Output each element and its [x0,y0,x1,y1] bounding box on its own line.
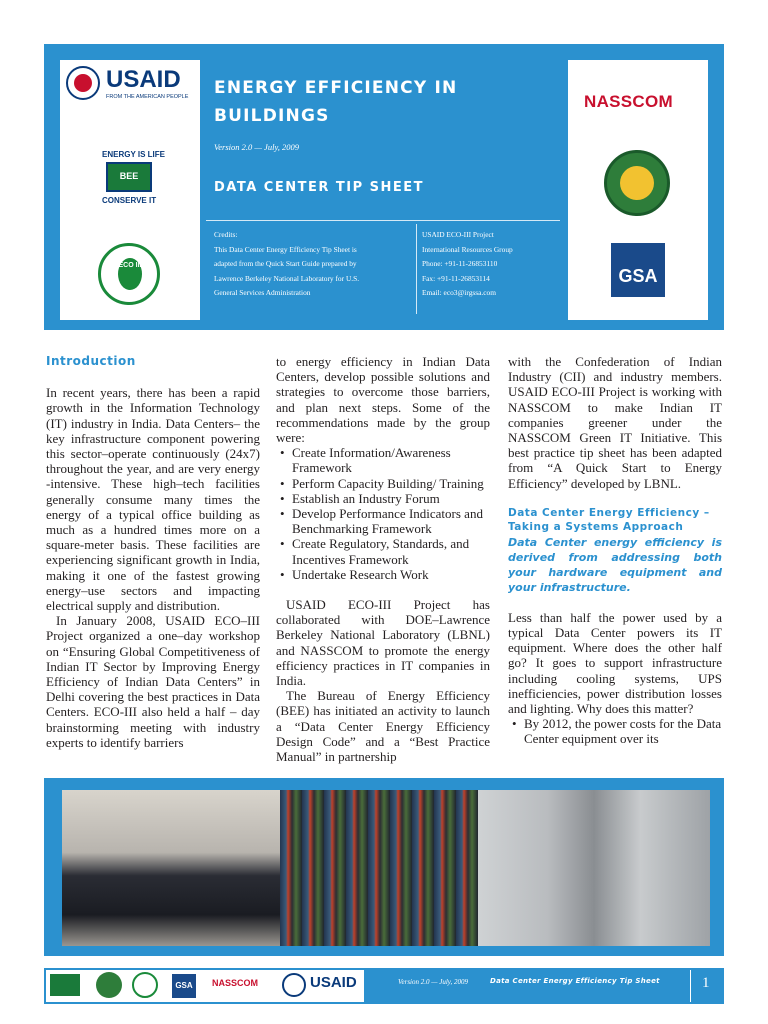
intro-heading: Introduction [46,354,136,368]
bee-logo [106,162,152,192]
bee-logo-text: BEE [119,171,139,181]
data-center-photo-cabling [280,790,478,946]
footer-doe-seal-icon [96,972,122,998]
list-item: • Perform Capacity Building/ Training [276,476,490,491]
footer-bee-logo-icon [50,974,80,996]
data-center-photo-servers [62,790,280,946]
bee-slogan-bottom: CONSERVE IT [102,196,157,205]
credits-line: adapted from the Quick Start Guide prepared by [214,259,357,269]
contact-line: Email: eco3@irgssa.com [422,288,496,298]
credits-line: Credits: [214,230,238,239]
contact-line: International Resources Group [422,244,513,254]
footer-gsa-logo: GSA [172,974,196,998]
version-label: Version 2.0 — July, 2009 [214,142,299,152]
gsa-logo: GSA [611,243,665,297]
usaid-seal-icon [66,66,100,100]
bee-slogan-top: ENERGY IS LIFE [102,150,165,159]
header-divider [206,220,560,221]
col2-paragraph-2: USAID ECO-III Project has collaborated with DOE–Lawrence Berkeley National Laboratory (LBNL) and NASSCOM to promote the energy efficiency practices in IT companies in India. [276,597,490,689]
column-3 [508,354,722,747]
credits-line: General Services Administration [214,288,311,298]
intro-paragraph-2: In January 2008, USAID ECO–III Project organized a one–day workshop on “Ensuring Global Competitiveness of Indian IT Sector by Improving Energy Efficiency of Indian Data Centers” in Delhi covering the best practices in Data Centers. ECO-III also held a half – day brainstorming meeting with industry experts to identify barriers [46,613,260,750]
intro-paragraph-1: In recent years, there has been a rapid growth in the Information Technology (IT) industry in India. Data Centers– the key infrastructure component powering this sector–operate continuously (24x7) throughout the year, and are very energy -intensive. These high–tech facilities generally consume many times the energy of a typical office building as much as a hundred times more on a square-meter basis. These facilities are experiencing significant growth in India, making it one of the fastest growing energy–use sectors and impacting electrical supply and distribution. [46,385,260,614]
footer-divider [690,970,691,1002]
page-title [214,74,554,130]
section-heading: Data Center Energy Efficiency – Taking a Systems Approach [508,506,710,533]
usaid-logo: USAID [106,66,181,93]
list-item: • Establish an Industry Forum [276,491,490,506]
contact-line: Fax: +91-11-26853114 [422,273,490,283]
list-item: • Create Information/Awareness Framework [276,445,490,475]
list-item: • Create Regulatory, Standards, and Incentives Framework [276,536,490,566]
header-vertical-divider [416,224,417,314]
title-line-1: ENERGY EFFICIENCY IN [214,78,458,98]
data-center-photo-racks [478,790,710,946]
list-item: • Undertake Research Work [276,567,490,582]
column-2 [276,354,490,764]
col3-paragraph-1: with the Confederation of Indian Industry (CII) and industry members. USAID ECO-III Project is working with NASSCOM to make Indian IT companies greener under the NASSCOM Green IT Initiative. This best practice tip sheet has been adapted from “A Quick Start to Energy Efficiency” developed by LBNL. [508,354,722,491]
nasscom-logo: NASSCOM [584,92,673,111]
eco-iii-logo-text: ECO III [118,258,142,290]
recommendations-list [276,445,490,582]
col3-list [508,716,722,746]
page-subtitle: DATA CENTER TIP SHEET [214,180,425,195]
contact-block [422,228,562,301]
footer-nasscom-logo: NASSCOM [212,978,259,988]
page-number: 1 [702,975,710,991]
footer-title: Data Center Energy Efficiency Tip Sheet [490,977,660,985]
title-line-2: BUILDINGS [214,106,330,126]
footer-usaid-logo: USAID [310,974,357,991]
col2-paragraph-3: The Bureau of Energy Efficiency (BEE) has initiated an activity to launch a “Data Center Energy Efficiency Design Code” and a “Best Practice Manual” in partnership [276,688,490,765]
footer-usaid-seal-icon [282,973,306,997]
section-lede: Data Center energy efficiency is derived from addressing both your hardware equipment and your infrastructure. [508,535,722,594]
col2-paragraph-1: to energy efficiency in Indian Data Centers, develop possible solutions and strategies to overcome those barriers, and plan next steps. Some of the recommendations made by the group were: [276,354,490,446]
credits-line: Lawrence Berkeley National Laboratory for U.S. [214,273,360,283]
list-item: • By 2012, the power costs for the Data Center equipment over its [508,716,722,746]
doe-seal-center [620,166,654,200]
credits-line: This Data Center Energy Efficiency Tip Sheet is [214,244,357,254]
credits-block [214,228,410,301]
contact-line: Phone: +91-11-26853110 [422,259,498,269]
list-item: • Develop Performance Indicators and Benchmarking Framework [276,506,490,536]
footer-version: Version 2.0 — July, 2009 [398,978,468,986]
column-1 [46,354,260,750]
contact-line: USAID ECO-III Project [422,230,494,239]
col3-paragraph-2: Less than half the power used by a typical Data Center powers its IT equipment. Where does the other half go? It goes to support infrastructure including cooling systems, UPS inefficiencies, power distribution losses and lighting. Why does this matter? [508,609,722,717]
footer-eco-logo-icon [132,972,158,998]
usaid-tagline: FROM THE AMERICAN PEOPLE [106,94,189,100]
